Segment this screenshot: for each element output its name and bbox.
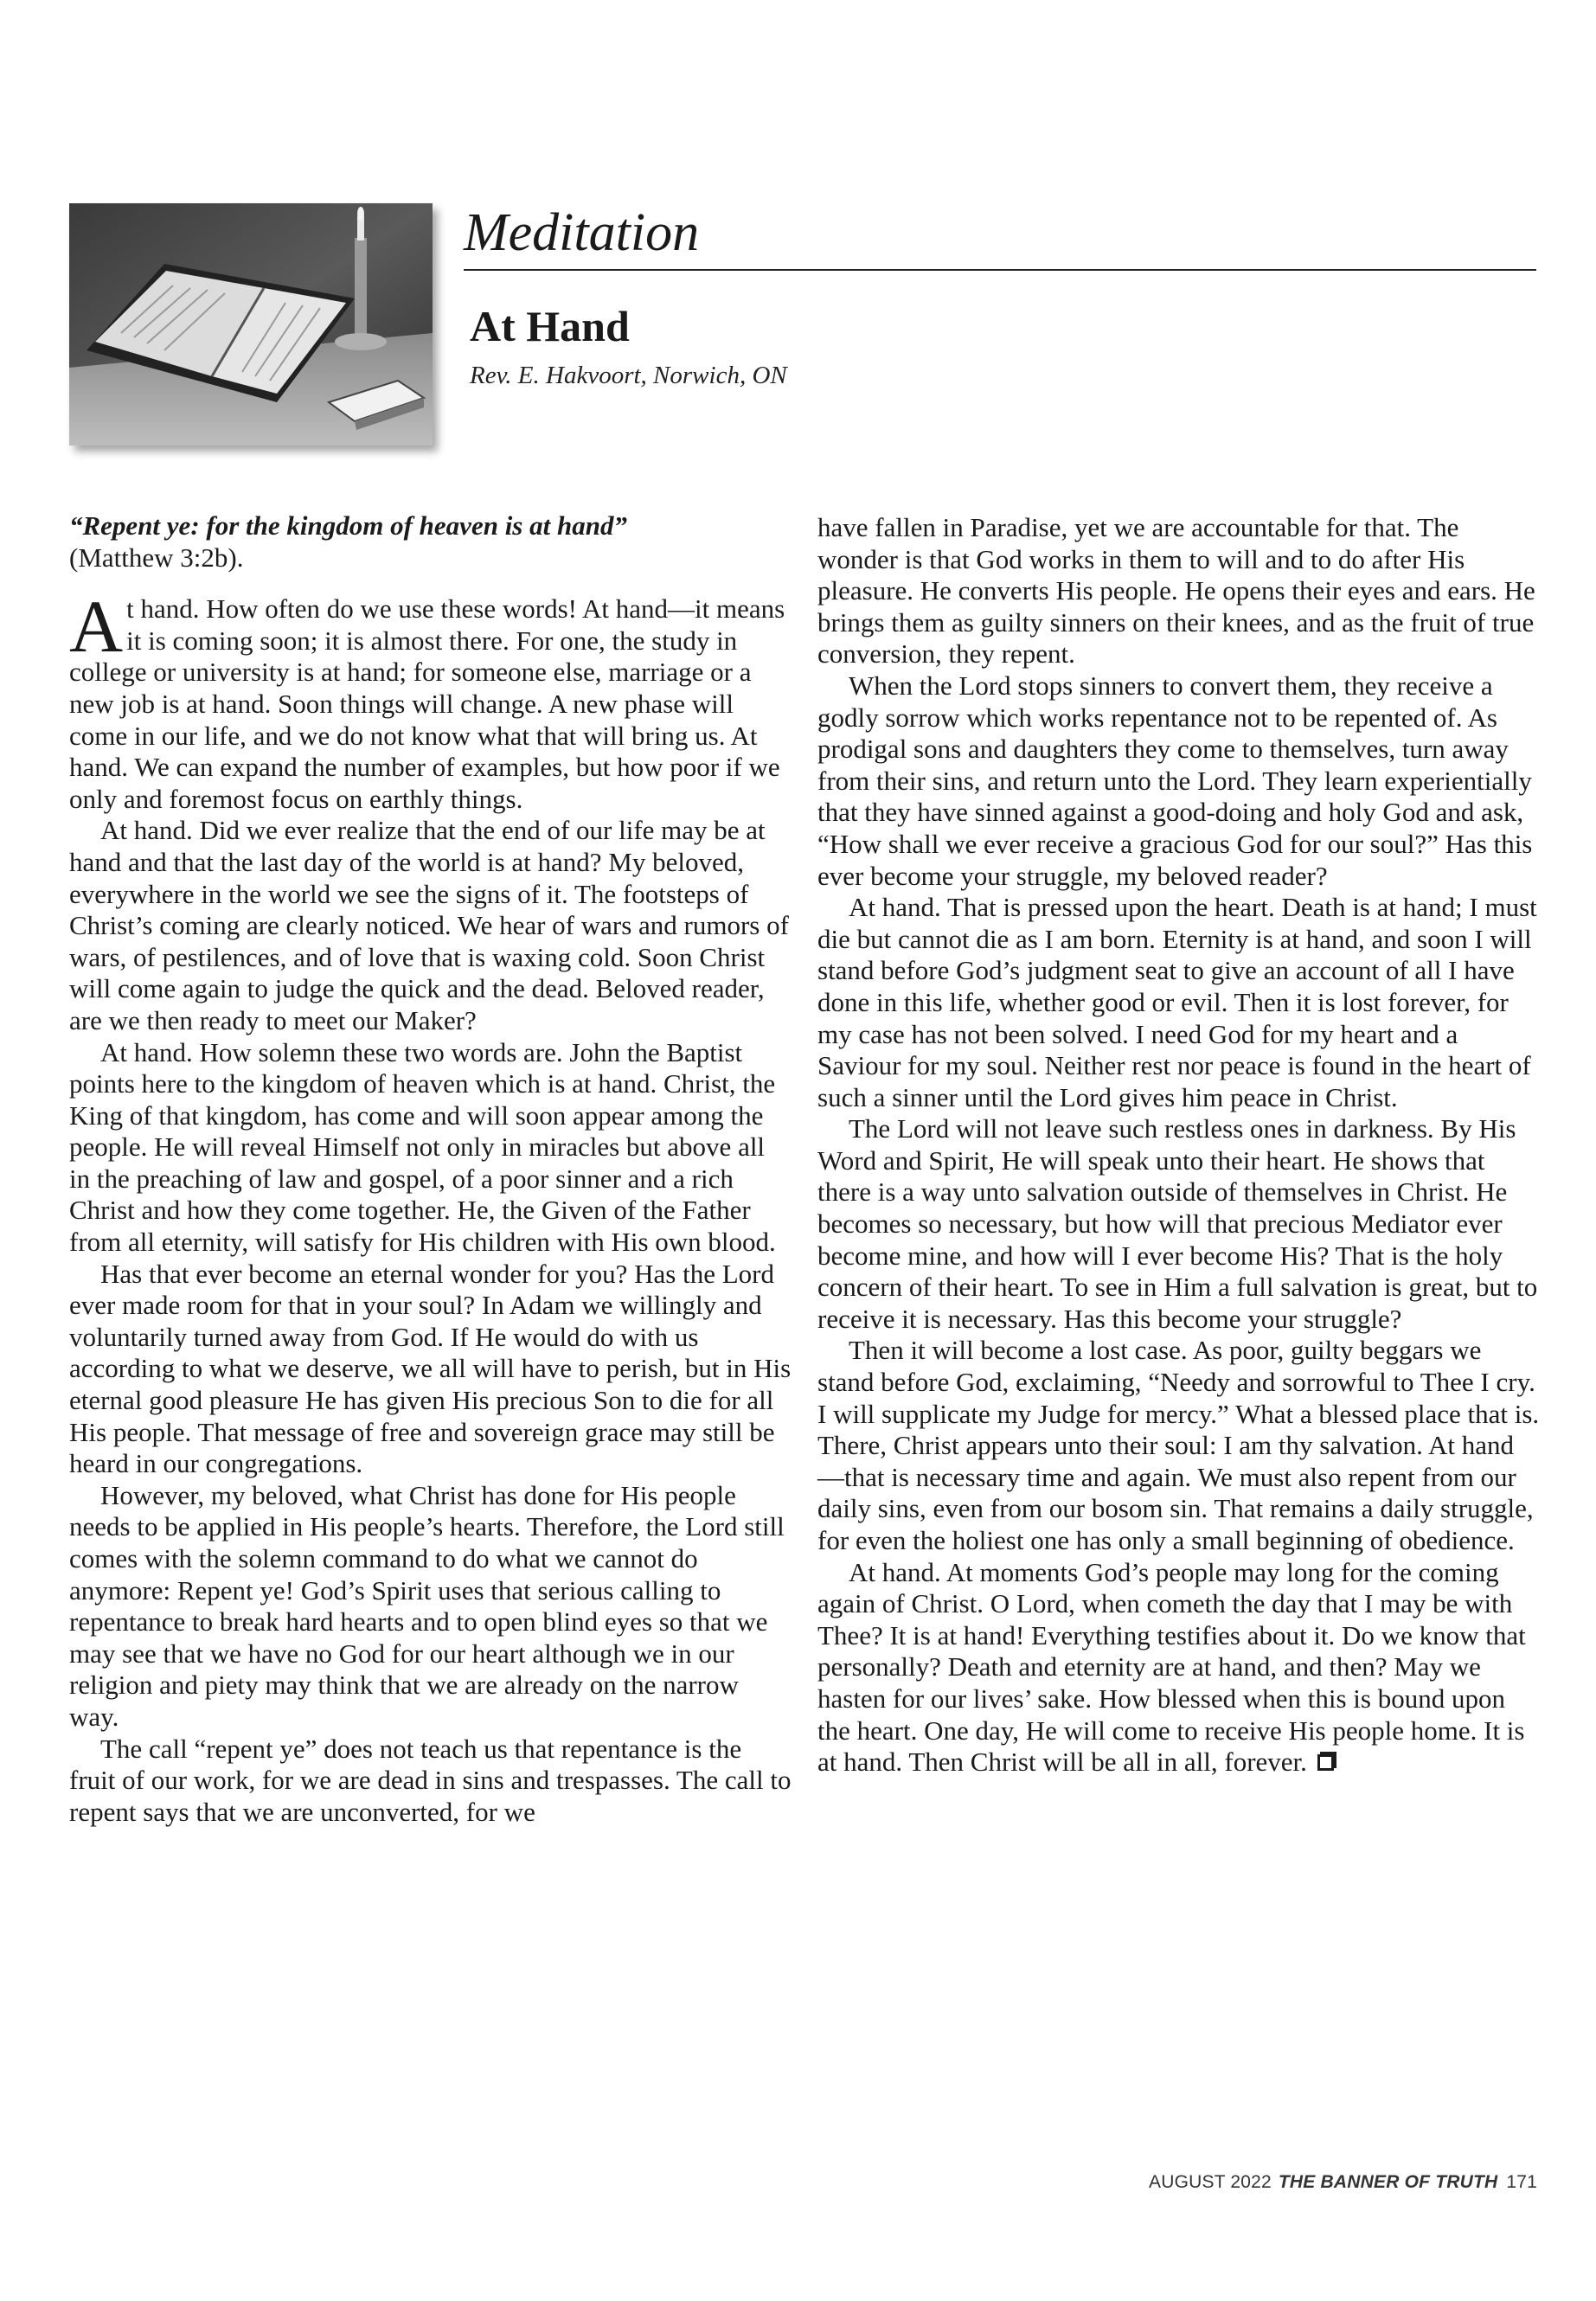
paragraph-11 xyxy=(817,1557,1540,1779)
header-rule xyxy=(464,269,1536,271)
paragraph-10: Then it will become a lost case. As poor, guilty beggars we stand before God, exclaiming, “Needy and sorrowful to Thee I cry. I will supplicate my Judge for mercy.” What a blessed place that is. There, Christ appears unto their soul: I am thy salvation. At hand—that is necessary time and again. We must also repent from our daily sins, even from our bosom sin. That remains a daily struggle, for even the holiest one has only a small beginning of obedience. xyxy=(817,1335,1540,1555)
paragraph-6: The call “repent ye” does not teach us that repentance is the fruit of our work, for we are dead in sins and trespasses. The call to repent says that we are unconverted, for we xyxy=(69,1733,792,1827)
paragraph-2: At hand. Did we ever realize that the end of our life may be at hand and that the last day of the world is at hand? My beloved, everywhere in the world we see the signs of it. The footsteps of Christ’s coming are clearly noticed. We hear of wars and rumors of wars, of pestilences, and of love that is waxing cold. Soon Christ will come again to judge the quick and the dead. Beloved reader, are we then ready to meet our Maker? xyxy=(69,815,789,1035)
paragraph-5: However, my beloved, what Christ has done for His people needs to be applied in His people’s hearts. Therefore, the Lord still comes with the solemn command to do what we cannot do anymore: Repent ye! God’s Spirit uses that serious calling to repentance to break hard hearts and to open blind eyes so that we may see that we have no God for our heart although we in our religion and piety may think that we are already on the narrow way. xyxy=(69,1479,785,1732)
paragraph-1-text: t hand. How often do we use these words! At hand—it means it is coming soon; it is almost there. For one, the study in college or university is at hand; for someone else, marriage or a new job is at hand. Soon things will change. A new phase will come in our life, and we do not know what that will bring us. At hand. We can expand the number of examples, but how poor if we only and foremost focus on earthly things. xyxy=(69,593,785,814)
paragraph-6-continued: have fallen in Paradise, yet we are accountable for that. The wonder is that God works in them to will and to do after His pleasure. He converts His people. He opens their eyes and ears. He brings them as guilty sinners on their knees, and as the fruit of true conversion, they repent. xyxy=(817,512,1535,670)
paragraph-4: Has that ever become an eternal wonder for you? Has the Lord ever made room for that in your soul? In Adam we willingly and voluntarily turned away from God. If He would do with us according to what we deserve, we all will have to perish, but in His eternal good pleasure He has given His precious Son to die for all His people. That message of free and sovereign grace may still be heard in our congregations. xyxy=(69,1258,792,1479)
bible-candle-illustration xyxy=(69,203,433,445)
paragraph-1 xyxy=(69,585,792,815)
byline: Rev. E. Hakvoort, Norwich, ON xyxy=(470,362,787,389)
paragraph-3: At hand. How solemn these two words are. John the Baptist points here to the kingdom of heaven which is at hand. Christ, the King of that kingdom, has come and will soon appear among the people. He will reveal Himself not only in miracles but above all in the preaching of law and gospel, of a poor sinner and a rich Christ and how they come together. He, the Given of the Father from all eternity, will satisfy for His children with His own blood. xyxy=(69,1036,776,1258)
footer-date: AUGUST 2022 xyxy=(1149,2172,1272,2192)
paragraph-11-text: At hand. At moments God’s people may long for the coming again of Christ. O Lord, when cometh the day that I may be with Thee? It is at hand! Everything testifies about it. Do we know that personally? Death and eternity are at hand, and then? May we hasten for our lives’ sake. How blessed when this is bound upon the heart. One day, He will come to receive His people home. It is at hand. Then Christ will be all in all, forever. xyxy=(817,1556,1526,1778)
page-footer xyxy=(1149,2172,1537,2193)
drop-cap: A xyxy=(69,585,124,669)
page-number: 171 xyxy=(1506,2172,1537,2192)
article-title: At Hand xyxy=(470,302,630,350)
epigraph-reference: (Matthew 3:2b). xyxy=(69,542,244,573)
left-column xyxy=(69,510,792,1828)
right-column xyxy=(817,512,1540,1779)
paragraph-7: When the Lord stops sinners to convert them, they receive a godly sorrow which works repentance not to be repented of. As prodigal sons and daughters they come to themselves, turn away from their sins, and return unto the Lord. They learn experientially that they have sinned against a good-doing and holy God and ask, “How shall we ever receive a gracious God for our soul?” Has this ever become your struggle, my beloved reader? xyxy=(817,670,1533,891)
paragraph-9: The Lord will not leave such restless ones in darkness. By His Word and Spirit, He will speak unto their heart. He shows that there is a way unto salvation outside of themselves in Christ. He becomes so necessary, but how will that precious Mediator ever become mine, and how will I ever become His? That is the holy concern of their heart. To see in Him a full salvation is great, but to receive it is necessary. Has this become your struggle? xyxy=(817,1113,1538,1334)
footer-magazine: THE BANNER OF TRUTH xyxy=(1278,2172,1498,2192)
end-mark-icon xyxy=(1317,1754,1334,1771)
open-bible-candle-illustration-svg xyxy=(69,203,433,445)
epigraph-quote: “Repent ye: for the kingdom of heaven is at hand” xyxy=(69,510,627,541)
section-title: Meditation xyxy=(464,203,700,262)
paragraph-8: At hand. That is pressed upon the heart. Death is at hand; I must die but cannot die as I am born. Eternity is at hand, and soon I will stand before God’s judgment seat to give an account of all I have done in this life, whether good or evil. Then it is lost forever, for my case has not been solved. I need God for my heart and a Saviour for my soul. Neither rest nor peace is found in the heart of such a sinner until the Lord gives him peace in Christ. xyxy=(817,892,1537,1112)
